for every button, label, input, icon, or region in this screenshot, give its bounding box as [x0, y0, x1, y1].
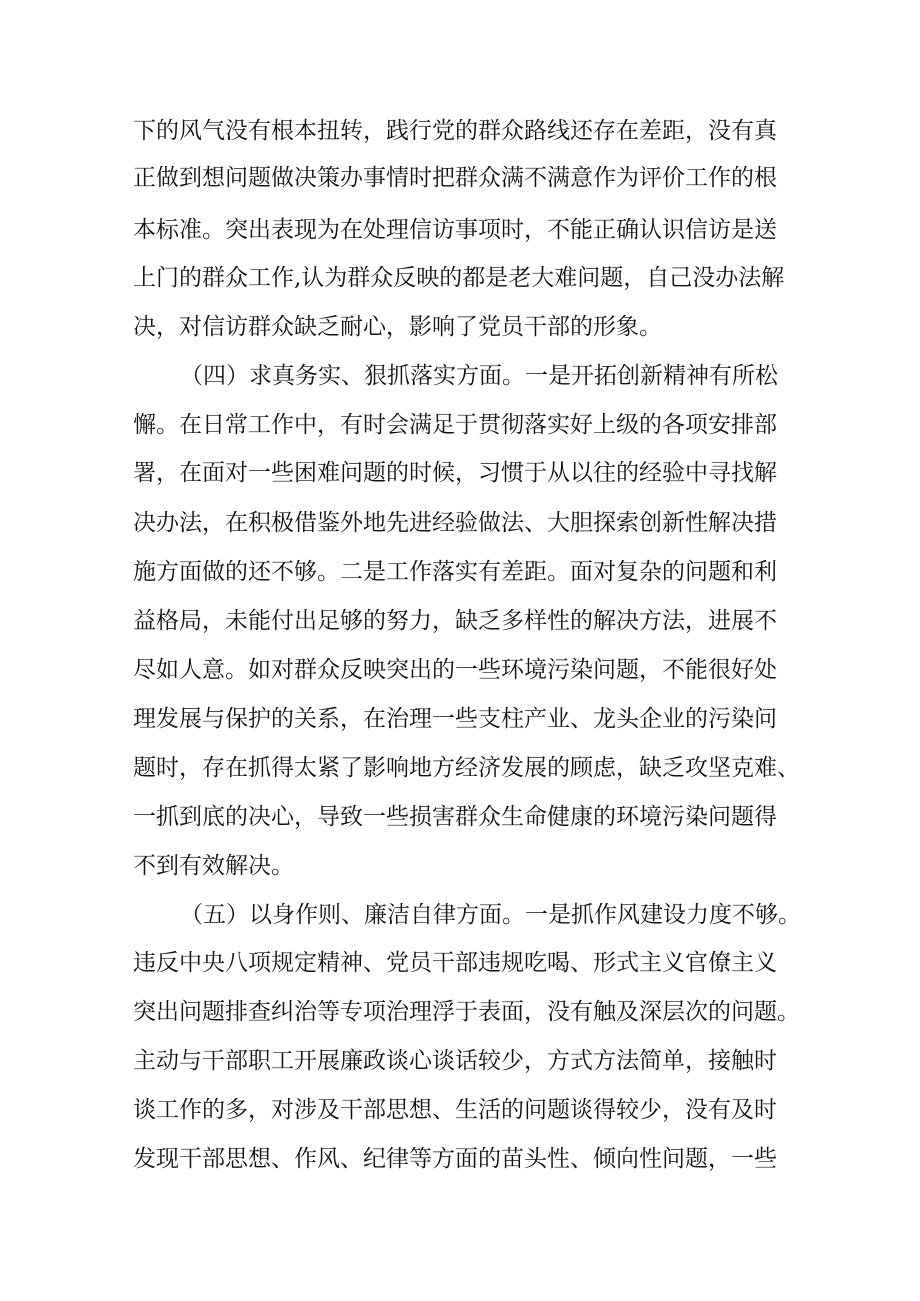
text-line: 突出问题排查纠治等专项治理浮于表面，没有触及深层次的问题。 — [133, 999, 800, 1025]
text-line: 下的风气没有根本扭转，践行党的群众路线还存在差距，没有真 — [133, 118, 777, 144]
text-line: 尽如人意。如对群众反映突出的一些环境污染问题，不能很好处 — [133, 657, 777, 683]
text-line: 违反中央八项规定精神、党员干部违规吃喝、形式主义官僚主义 — [133, 950, 777, 976]
text-line: 署，在面对一些困难问题的时候，习惯于从以往的经验中寻找解 — [133, 460, 777, 486]
text-line: 上门的群众工作,认为群众反映的都是老大难问题，自己没办法解 — [133, 265, 785, 291]
text-line: 本标准。突出表现为在处理信访事项时，不能正确认识信访是送 — [133, 217, 777, 243]
text-line: 施方面做的还不够。二是工作落实有差距。面对复杂的问题和利 — [133, 559, 777, 585]
text-line: 不到有效解决。 — [133, 853, 294, 879]
text-line: 主动与干部职工开展廉政谈心谈话较少，方式方法简单，接触时 — [133, 1048, 777, 1074]
text-line: 正做到想问题做决策办事情时把群众满不满意作为评价工作的根 — [133, 165, 777, 191]
text-line: 懈。在日常工作中，有时会满足于贯彻落实好上级的各项安排部 — [133, 412, 777, 438]
text-line: 谈工作的多，对涉及干部思想、生活的问题谈得较少，没有及时 — [133, 1097, 777, 1123]
text-line: 一抓到底的决心，导致一些损害群众生命健康的环境污染问题得 — [133, 804, 777, 830]
text-line: 发现干部思想、作风、纪律等方面的苗头性、倾向性问题，一些 — [133, 1146, 777, 1172]
text-line: 益格局，未能付出足够的努力，缺乏多样性的解决方法，进展不 — [133, 608, 777, 634]
text-line: 决办法，在积极借鉴外地先进经验做法、大胆探索创新性解决措 — [133, 510, 777, 536]
text-line: 理发展与保护的关系，在治理一些支柱产业、龙头企业的污染问 — [133, 706, 777, 732]
paragraph-first-line: （四）求真务实、狠抓落实方面。一是开拓创新精神有所松 — [180, 363, 778, 389]
text-line: 决，对信访群众缺乏耐心，影响了党员干部的形象。 — [133, 314, 662, 340]
paragraph-first-line: （五）以身作则、廉洁自律方面。一是抓作风建设力度不够。 — [180, 902, 801, 928]
text-line: 题时，存在抓得太紧了影响地方经济发展的顾虑，缺乏攻坚克难、 — [133, 755, 800, 781]
